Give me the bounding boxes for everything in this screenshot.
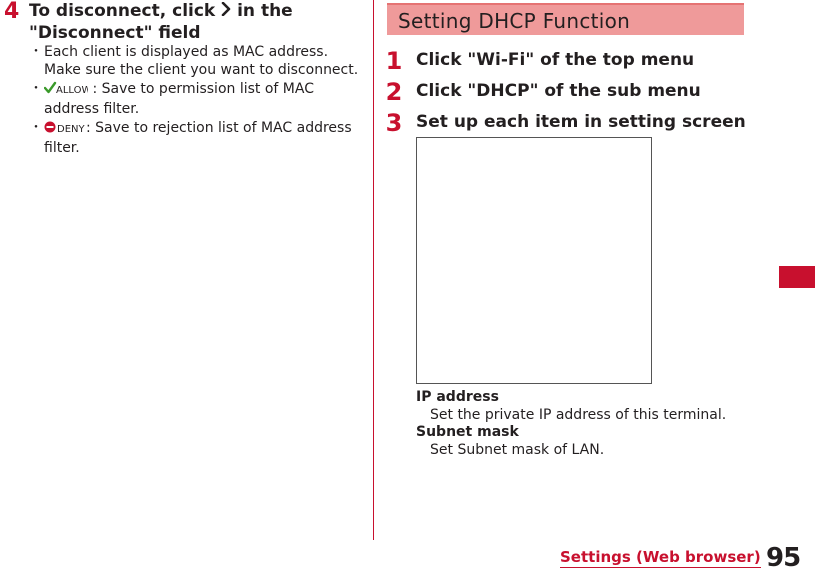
step-title-line2: "Disconnect" field: [29, 23, 201, 43]
step-title-part1: To disconnect, click: [29, 1, 216, 21]
page-number: 95: [766, 543, 801, 573]
footer-section-label: Settings (Web browser): [560, 548, 761, 566]
step-number: 3: [385, 109, 403, 137]
step-number: 2: [385, 78, 403, 106]
step-number: 1: [385, 47, 403, 75]
bullet-dot: ・: [29, 44, 43, 60]
bullet-text: : Save to rejection list of MAC address filter.: [44, 120, 352, 156]
allow-check-icon: [44, 81, 88, 101]
deny-icon: [44, 120, 86, 140]
item-term: IP address: [416, 389, 499, 405]
column-divider: [373, 0, 374, 540]
item-description: Set Subnet mask of LAN.: [430, 442, 605, 458]
deny-icon-label: DENY: [57, 124, 85, 134]
screenshot-placeholder: [416, 137, 652, 384]
step-text: Set up each item in setting screen: [416, 112, 746, 132]
list-item: [29, 44, 359, 79]
step-title-part2: in the: [237, 1, 293, 21]
step-number: 4: [4, 0, 20, 24]
allow-icon-label: ALLOW: [56, 85, 88, 95]
bullet-list: [29, 44, 359, 159]
item-term: Subnet mask: [416, 424, 519, 440]
bullet-dot: ・: [29, 81, 43, 97]
bullet-text: : Save to permission list of MAC address filter.: [44, 81, 314, 117]
bullet-text: Each client is displayed as MAC address. Make sure the client you want to disconnect.: [44, 44, 359, 78]
section-title: Setting DHCP Function: [387, 3, 744, 35]
item-description: Set the private IP address of this terminal.: [430, 407, 727, 423]
chevron-right-icon: [221, 0, 231, 22]
step-title: [29, 0, 359, 44]
list-item: [29, 81, 359, 118]
step-text: Click "DHCP" of the sub menu: [416, 81, 701, 101]
bullet-dot: ・: [29, 120, 43, 136]
step-text: Click "Wi-Fi" of the top menu: [416, 50, 695, 70]
list-item: [29, 120, 359, 157]
chapter-tab: [779, 266, 815, 288]
